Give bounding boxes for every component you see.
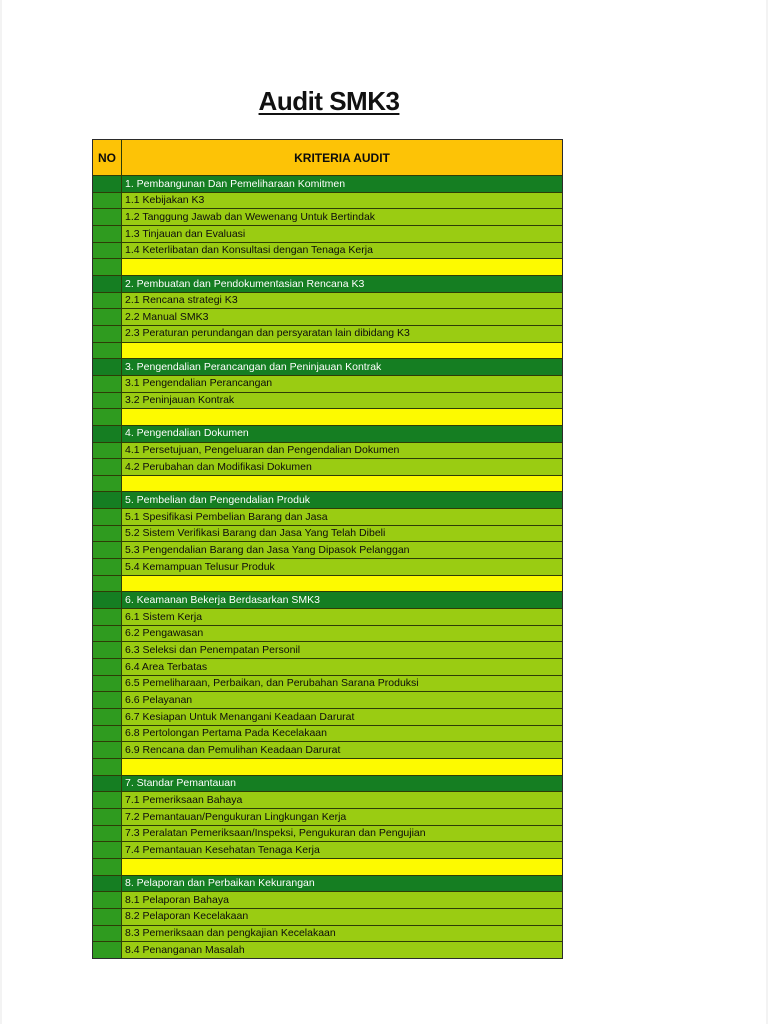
table-row xyxy=(93,892,562,909)
criteria-cell: 6.2 Pengawasan xyxy=(125,627,204,640)
row-no-cell xyxy=(93,659,122,675)
spacer-row xyxy=(93,409,562,426)
table-row xyxy=(93,692,562,709)
table-row xyxy=(93,676,562,693)
row-no-cell xyxy=(93,443,122,459)
row-no-cell xyxy=(93,293,122,309)
table-row xyxy=(93,393,562,410)
table-row xyxy=(93,942,562,958)
criteria-cell: 6.3 Seleksi dan Penempatan Personil xyxy=(125,643,301,656)
row-no-cell xyxy=(93,343,122,359)
criteria-cell xyxy=(122,343,562,359)
row-no-cell xyxy=(93,176,122,192)
row-no-cell xyxy=(93,326,122,342)
row-no-cell xyxy=(93,459,122,475)
row-no-cell xyxy=(93,542,122,558)
section-title: 1. Pembangunan Dan Pemeliharaan Komitmen xyxy=(125,177,346,190)
row-no-cell xyxy=(93,243,122,259)
criteria-cell: 7.3 Peralatan Pemeriksaan/Inspeksi, Pengukuran dan Pengujian xyxy=(125,827,426,840)
row-no-cell xyxy=(93,626,122,642)
row-no-cell xyxy=(93,892,122,908)
table-row xyxy=(93,559,562,576)
row-no-cell xyxy=(93,592,122,608)
table-row xyxy=(93,742,562,759)
criteria-cell: 2.2 Manual SMK3 xyxy=(125,310,209,323)
audit-criteria-table xyxy=(92,139,563,959)
row-no-cell xyxy=(93,393,122,409)
criteria-cell: 8.3 Pemeriksaan dan pengkajian Kecelakaan xyxy=(125,927,336,940)
row-no-cell xyxy=(93,509,122,525)
section-title: 3. Pengendalian Perancangan dan Peninjauan Kontrak xyxy=(125,360,382,373)
row-no-cell xyxy=(93,926,122,942)
table-row xyxy=(93,709,562,726)
criteria-cell: 8.1 Pelaporan Bahaya xyxy=(125,893,229,906)
criteria-cell: 6.4 Area Terbatas xyxy=(125,660,208,673)
row-no-cell xyxy=(93,359,122,375)
section-row xyxy=(93,492,562,509)
criteria-cell: 6.1 Sistem Kerja xyxy=(125,610,203,623)
criteria-cell: 6.9 Rencana dan Pemulihan Keadaan Darurat xyxy=(125,743,341,756)
table-row xyxy=(93,909,562,926)
row-no-cell xyxy=(93,193,122,209)
table-row xyxy=(93,609,562,626)
criteria-cell xyxy=(122,476,562,492)
row-no-cell xyxy=(93,826,122,842)
row-no-cell xyxy=(93,476,122,492)
table-row xyxy=(93,642,562,659)
criteria-cell: 7.4 Pemantauan Kesehatan Tenaga Kerja xyxy=(125,843,320,856)
spacer-row xyxy=(93,476,562,493)
table-row xyxy=(93,243,562,260)
row-no-cell xyxy=(93,526,122,542)
criteria-cell: 4.1 Persetujuan, Pengeluaran dan Pengendalian Dokumen xyxy=(125,444,400,457)
row-no-cell xyxy=(93,842,122,858)
criteria-cell xyxy=(122,259,562,275)
spacer-row xyxy=(93,259,562,276)
table-row xyxy=(93,509,562,526)
row-no-cell xyxy=(93,692,122,708)
table-row xyxy=(93,376,562,393)
row-no-cell xyxy=(93,309,122,325)
row-no-cell xyxy=(93,876,122,892)
table-row xyxy=(93,726,562,743)
row-no-cell xyxy=(93,492,122,508)
criteria-cell: 1.2 Tanggung Jawab dan Wewenang Untuk Bertindak xyxy=(125,210,376,223)
row-no-cell xyxy=(93,942,122,958)
row-no-cell xyxy=(93,609,122,625)
row-no-cell xyxy=(93,776,122,792)
table-row xyxy=(93,792,562,809)
row-no-cell xyxy=(93,209,122,225)
header-criteria: KRITERIA AUDIT xyxy=(294,150,390,165)
row-no-cell xyxy=(93,226,122,242)
criteria-cell: 4.2 Perubahan dan Modifikasi Dokumen xyxy=(125,460,312,473)
criteria-cell: 5.3 Pengendalian Barang dan Jasa Yang Dipasok Pelanggan xyxy=(125,544,410,557)
criteria-cell: 6.7 Kesiapan Untuk Menangani Keadaan Darurat xyxy=(125,710,355,723)
section-title: 2. Pembuatan dan Pendokumentasian Rencana K3 xyxy=(125,277,365,290)
criteria-cell: 5.2 Sistem Verifikasi Barang dan Jasa Yang Telah Dibeli xyxy=(125,527,386,540)
criteria-cell: 5.1 Spesifikasi Pembelian Barang dan Jasa xyxy=(125,510,328,523)
row-no-cell xyxy=(93,809,122,825)
row-no-cell xyxy=(93,909,122,925)
row-no-cell xyxy=(93,426,122,442)
table-row xyxy=(93,209,562,226)
table-header-row xyxy=(93,140,562,176)
criteria-cell: 3.2 Peninjauan Kontrak xyxy=(125,394,235,407)
section-row xyxy=(93,359,562,376)
row-no-cell xyxy=(93,709,122,725)
criteria-cell: 7.2 Pemantauan/Pengukuran Lingkungan Kerja xyxy=(125,810,347,823)
table-row xyxy=(93,326,562,343)
spacer-row xyxy=(93,859,562,876)
row-no-cell xyxy=(93,726,122,742)
table-row xyxy=(93,443,562,460)
row-no-cell xyxy=(93,742,122,758)
criteria-cell xyxy=(122,409,562,425)
spacer-row xyxy=(93,343,562,360)
section-title: 6. Keamanan Bekerja Berdasarkan SMK3 xyxy=(125,593,320,606)
table-row xyxy=(93,226,562,243)
section-row xyxy=(93,176,562,193)
criteria-cell: 8.4 Penanganan Masalah xyxy=(125,943,245,956)
row-no-cell xyxy=(93,576,122,592)
document-page xyxy=(2,0,766,1024)
row-no-cell xyxy=(93,759,122,775)
document-title: Audit SMK3 xyxy=(258,86,400,116)
table-row xyxy=(93,809,562,826)
row-no-cell xyxy=(93,409,122,425)
row-no-cell xyxy=(93,559,122,575)
table-row xyxy=(93,626,562,643)
section-row xyxy=(93,876,562,893)
section-row xyxy=(93,592,562,609)
section-title: 4. Pengendalian Dokumen xyxy=(125,427,249,440)
spacer-row xyxy=(93,759,562,776)
section-row xyxy=(93,276,562,293)
table-row xyxy=(93,459,562,476)
spacer-row xyxy=(93,576,562,593)
criteria-cell: 1.1 Kebijakan K3 xyxy=(125,194,205,207)
criteria-cell: 6.6 Pelayanan xyxy=(125,693,193,706)
criteria-cell: 6.5 Pemeliharaan, Perbaikan, dan Perubahan Sarana Produksi xyxy=(125,677,419,690)
section-title: 8. Pelaporan dan Perbaikan Kekurangan xyxy=(125,877,315,890)
row-no-cell xyxy=(93,859,122,875)
header-no: NO xyxy=(93,140,122,175)
criteria-cell: 1.3 Tinjauan dan Evaluasi xyxy=(125,227,246,240)
criteria-cell xyxy=(122,859,562,875)
table-row xyxy=(93,926,562,943)
row-no-cell xyxy=(93,792,122,808)
section-row xyxy=(93,776,562,793)
criteria-cell: 2.1 Rencana strategi K3 xyxy=(125,294,238,307)
table-row xyxy=(93,842,562,859)
row-no-cell xyxy=(93,676,122,692)
section-row xyxy=(93,426,562,443)
criteria-cell: 5.4 Kemampuan Telusur Produk xyxy=(125,560,275,573)
row-no-cell xyxy=(93,276,122,292)
criteria-cell: 7.1 Pemeriksaan Bahaya xyxy=(125,793,243,806)
section-title: 7. Standar Pemantauan xyxy=(125,777,236,790)
criteria-cell xyxy=(122,759,562,775)
section-title: 5. Pembelian dan Pengendalian Produk xyxy=(125,494,311,507)
table-row xyxy=(93,293,562,310)
criteria-cell: 2.3 Peraturan perundangan dan persyaratan lain dibidang K3 xyxy=(125,327,410,340)
row-no-cell xyxy=(93,259,122,275)
table-row xyxy=(93,193,562,210)
table-row xyxy=(93,309,562,326)
criteria-cell: 1.4 Keterlibatan dan Konsultasi dengan Tenaga Kerja xyxy=(125,244,373,257)
table-row xyxy=(93,526,562,543)
table-row xyxy=(93,542,562,559)
table-row xyxy=(93,826,562,843)
table-row xyxy=(93,659,562,676)
criteria-cell: 3.1 Pengendalian Perancangan xyxy=(125,377,273,390)
row-no-cell xyxy=(93,642,122,658)
criteria-cell: 6.8 Pertolongan Pertama Pada Kecelakaan xyxy=(125,727,327,740)
criteria-cell xyxy=(122,576,562,592)
criteria-cell: 8.2 Pelaporan Kecelakaan xyxy=(125,910,249,923)
row-no-cell xyxy=(93,376,122,392)
